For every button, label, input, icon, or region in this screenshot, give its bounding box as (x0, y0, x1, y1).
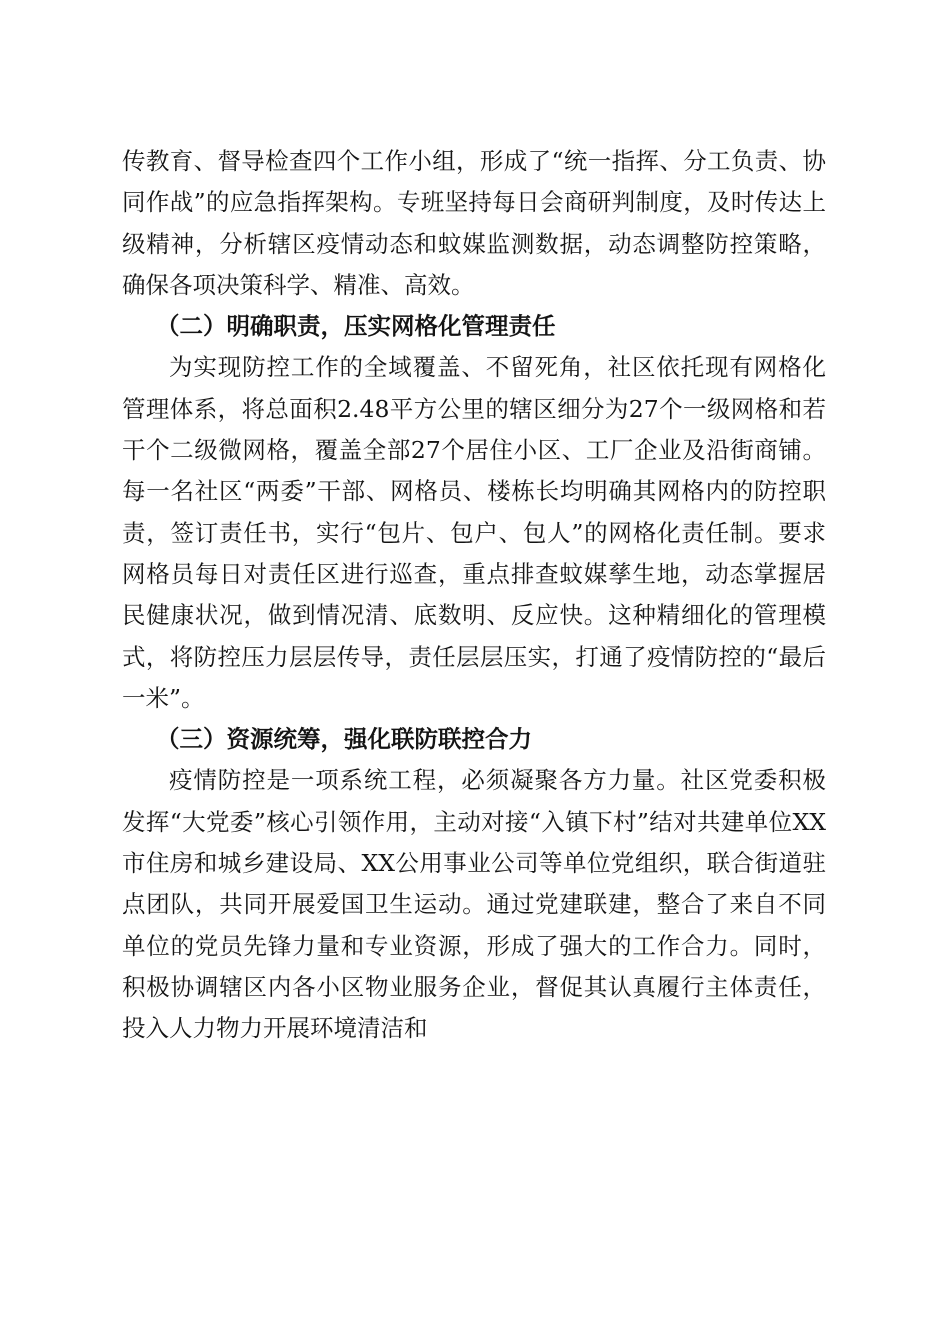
paragraph-2: 为实现防控工作的全域覆盖、不留死角，社区依托现有网格化管理体系，将总面积2.48平方公里的辖区细分为27个一级网格和若干个二级微网格，覆盖全部27个居住小区、工厂企业及沿街商铺。每一名社区“两委”干部、网格员、楼栋长均明确其网格内的防控职责，签订责任书，实行“包片、包户、包人”的网格化责任制。要求网格员每日对责任区进行巡查，重点排查蚊媒孳生地，动态掌握居民健康状况，做到情况清、底数明、反应快。这种精细化的管理模式，将防控压力层层传导，责任层层压实，打通了疫情防控的“最后一米”。 (122, 353, 826, 712)
paragraph-continued: 传教育、督导检查四个工作小组，形成了“统一指挥、分工负责、协同作战”的应急指挥架构。专班坚持每日会商研判制度，及时传达上级精神，分析辖区疫情动态和蚊媒监测数据，动态调整防控策略，确保各项决策科学、精准、高效。 (122, 147, 826, 299)
section-heading-2: （二）明确职责，压实网格化管理责任 (156, 312, 556, 341)
section-heading-3: （三）资源统筹，强化联防联控合力 (156, 725, 532, 754)
document-body (122, 141, 826, 1050)
paragraph-3: 疫情防控是一项系统工程，必须凝聚各方力量。社区党委积极发挥“大党委”核心引领作用，主动对接“入镇下村”结对共建单位XX市住房和城乡建设局、XX公用事业公司等单位党组织，联合街道驻点团队，共同开展爱国卫生运动。通过党建联建，整合了来自不同单位的党员先锋力量和专业资源，形成了强大的工作合力。同时，积极协调辖区内各小区物业服务企业，督促其认真履行主体责任，投入人力物力开展环境清洁和 (122, 766, 826, 1043)
